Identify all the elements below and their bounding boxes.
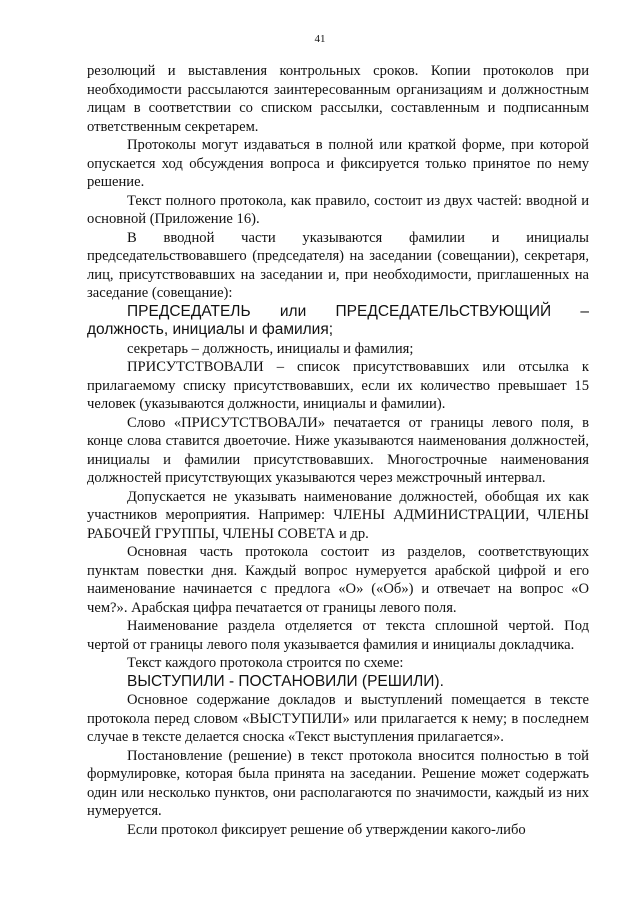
paragraph-11: Наименование раздела отделяется от текста сплошной чертой. Под чертой от границы левого поля указывается фамилия и инициалы докладчика. (87, 618, 589, 653)
paragraph-3: Текст полного протокола, как правило, состоит из двух частей: вводной и основной (Приложение 16). (87, 192, 589, 227)
paragraph-4: В вводной части указываются фамилии и инициалы председательствовавшего (председателя) на заседании (совещании), секретаря, лиц, присутствовавших на заседании и, при необходимости, приглашенных на заседание (совещание): (87, 229, 589, 301)
paragraph-15: Постановление (решение) в текст протокола вносится полностью в той формулировке, которая была принята на заседании. Решение может содержать один или несколько пунктов, они располагаются по значимости, каждый из них нумеруется. (87, 747, 589, 819)
paragraph-chairman: ПРЕДСЕДАТЕЛЬ или ПРЕДСЕДАТЕЛЬСТВУЮЩИЙ – должность, инициалы и фамилия; (87, 302, 589, 338)
paragraph-secretary: секретарь – должность, инициалы и фамилия; (127, 340, 414, 357)
paragraph-14: Основное содержание докладов и выступлений помещается в тексте протокола перед словом «ВЫСТУПИЛИ» или прилагается к нему; в последнем случае в тексте делается сноска «Текст выступления прилагается». (87, 692, 589, 745)
paragraph-1: резолюций и выставления контрольных сроков. Копии протоколов при необходимости рассылаются заинтересованным организациям и должностным лицам в соответствии со списком рассылки, составленным и подписанным ответственным секретарем. (87, 63, 589, 135)
paragraph-12: Текст каждого протокола строится по схеме: (127, 655, 404, 671)
paragraph-scheme: ВЫСТУПИЛИ - ПОСТАНОВИЛИ (РЕШИЛИ). (127, 672, 444, 690)
paragraph-9: Допускается не указывать наименование должностей, обобщая их как участников мероприятия. Например: ЧЛЕНЫ АДМИНИСТРАЦИИ, ЧЛЕНЫ РАБОЧЕЙ ГРУППЫ, ЧЛЕНЫ СОВЕТА и др. (87, 488, 589, 542)
page-body (87, 62, 589, 839)
paragraph-16: Если протокол фиксирует решение об утверждении какого-либо (127, 821, 526, 838)
paragraph-present: ПРИСУТСТВОВАЛИ – список присутствовавших или отсылка к прилагаемому списку присутствовавших, если их количество превышает 15 человек (указываются должности, инициалы и фамилии). (87, 359, 589, 412)
page-number: 41 (314, 33, 326, 45)
paragraph-8: Слово «ПРИСУТСТВОВАЛИ» печатается от границы левого поля, в конце слова ставится двоеточие. Ниже указываются наименования должностей, инициалы и фамилии присутствовавших. Многострочные наименования должностей присутствующих указываются через межстрочный интервал. (87, 414, 589, 486)
paragraph-10: Основная часть протокола состоит из разделов, соответствующих пунктам повестки дня. Каждый вопрос нумеруется арабской цифрой и его наименование начинается с предлога «О» («Об») и отвечает на вопрос «О чем?». Арабская цифра печатается от границы левого поля. (87, 544, 589, 616)
paragraph-2: Протоколы могут издаваться в полной или краткой форме, при которой опускается ход обсуждения вопроса и фиксируется только принятое по нему решение. (87, 137, 589, 190)
